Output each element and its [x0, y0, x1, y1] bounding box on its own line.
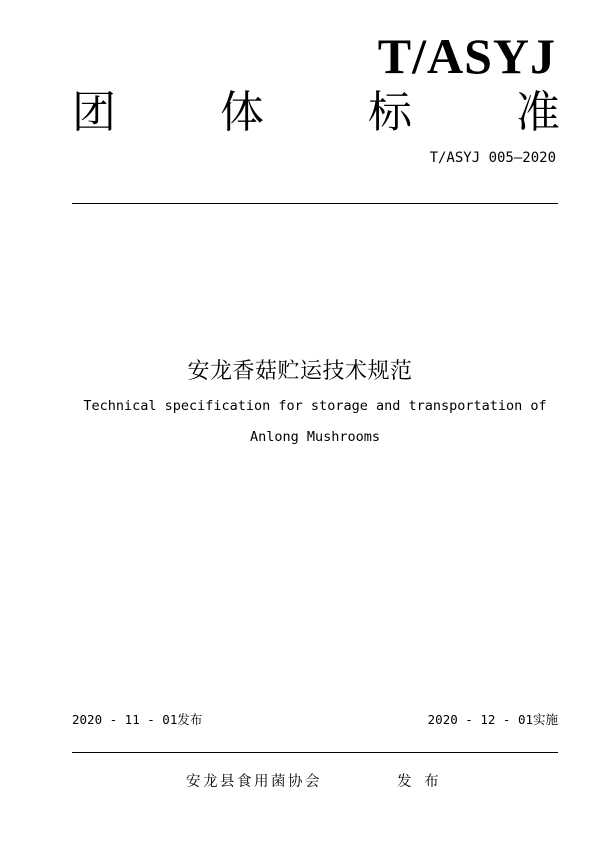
implementation-date: 2020 - 12 - 01实施 [427, 712, 558, 727]
title-chinese: 安龙香菇贮运技术规范 [187, 359, 413, 384]
standard-type-char: 团 [72, 87, 116, 138]
standard-type-char: 体 [220, 87, 264, 138]
standard-code-heading: T/ASYJ [377, 28, 556, 84]
top-divider [72, 203, 558, 204]
title-english-line-1: Technical specification for storage and transportation of [83, 398, 547, 414]
publisher-name: 安龙县食用菌协会 [186, 774, 322, 790]
standard-number: T/ASYJ 005—2020 [429, 150, 556, 166]
title-english-line-2: Anlong Mushrooms [249, 429, 381, 445]
publish-label: 发 布 [397, 774, 443, 790]
standard-type-char: 准 [516, 87, 560, 138]
issue-date: 2020 - 11 - 01发布 [72, 712, 203, 727]
standard-type-char: 标 [368, 87, 412, 138]
bottom-divider [72, 752, 558, 753]
standard-type-heading [72, 86, 560, 140]
